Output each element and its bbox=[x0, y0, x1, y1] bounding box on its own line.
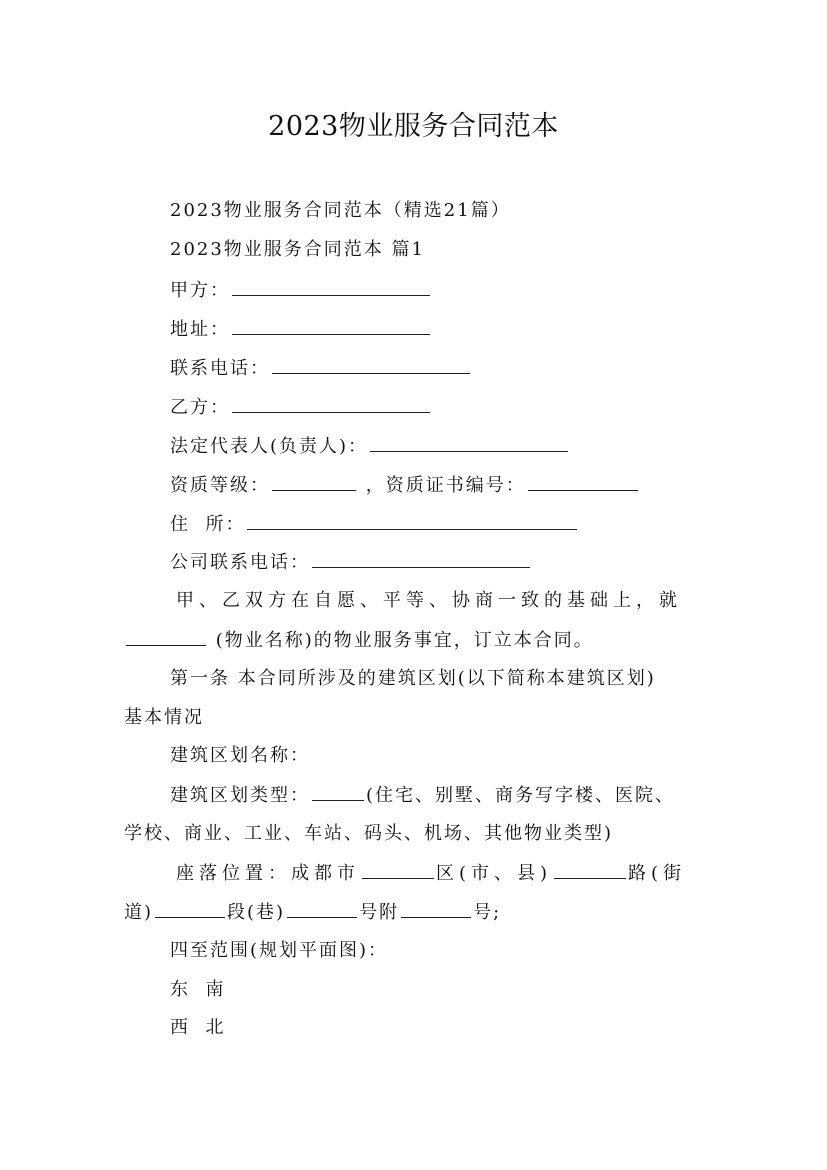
article1-line2: 基本情况 bbox=[124, 707, 204, 728]
number-attach: 号附 bbox=[359, 902, 400, 923]
location-road: 路(街 bbox=[628, 863, 687, 884]
road-blank bbox=[554, 862, 626, 879]
number-blank bbox=[287, 901, 357, 918]
party-b-label: 乙方： bbox=[170, 397, 230, 418]
district-blank bbox=[362, 862, 434, 879]
address-row bbox=[170, 318, 432, 341]
location-label: 座落位置：成都市 bbox=[176, 863, 360, 884]
address-blank bbox=[232, 318, 430, 335]
document-title: 2023物业服务合同范本 bbox=[268, 111, 559, 142]
legal-rep-label: 法定代表人(负责人)： bbox=[170, 436, 369, 457]
phone-blank bbox=[272, 357, 470, 374]
residence-row bbox=[170, 513, 579, 536]
west-north: 西 北 bbox=[170, 1017, 226, 1038]
article1-line1: 第一条 本合同所涉及的建筑区划(以下简称本建筑区划) bbox=[170, 668, 656, 689]
party-b-blank bbox=[232, 396, 430, 413]
zone-type-options: (住宅、别墅、商务写字楼、医院、 bbox=[366, 785, 676, 806]
zone-type-label: 建筑区划类型： bbox=[170, 785, 310, 806]
company-phone-label: 公司联系电话： bbox=[170, 552, 310, 573]
qual-level-label: 资质等级： bbox=[170, 475, 270, 496]
residence-blank bbox=[247, 513, 577, 530]
party-a-row bbox=[170, 279, 432, 302]
road-cont: 道) bbox=[124, 902, 154, 923]
party-a-blank bbox=[232, 279, 430, 296]
party-b-row bbox=[170, 396, 432, 419]
location-row bbox=[176, 862, 686, 885]
number-end: 号; bbox=[473, 902, 502, 923]
qual-cert-label: ，资质证书编号： bbox=[365, 475, 526, 496]
boundary-label: 四至范围(规划平面图)： bbox=[170, 940, 389, 961]
company-phone-blank bbox=[312, 551, 530, 568]
property-name-blank bbox=[126, 629, 206, 646]
zone-name: 建筑区划名称： bbox=[170, 745, 310, 766]
para1-line1: 甲、乙双方在自愿、平等、协商一致的基础上，就 bbox=[176, 590, 682, 611]
section-blank bbox=[155, 901, 225, 918]
road-row bbox=[124, 901, 501, 924]
legal-rep-row bbox=[170, 435, 570, 458]
zone-type-row bbox=[170, 784, 675, 807]
phone-label: 联系电话： bbox=[170, 358, 270, 379]
address-label: 地址： bbox=[170, 319, 230, 340]
company-phone-row bbox=[170, 551, 532, 574]
attach-blank bbox=[401, 901, 471, 918]
legal-rep-blank bbox=[370, 435, 568, 452]
residence-label: 住 所： bbox=[170, 514, 246, 535]
qual-level-blank bbox=[272, 474, 356, 491]
qualification-row bbox=[170, 474, 640, 497]
qual-cert-blank bbox=[528, 474, 638, 491]
location-district: 区(市、县) bbox=[436, 863, 553, 884]
zone-type-line2: 学校、商业、工业、车站、码头、机场、其他物业类型) bbox=[124, 823, 614, 844]
section-label: 段(巷) bbox=[227, 902, 286, 923]
subtitle: 2023物业服务合同范本（精选21篇） bbox=[170, 200, 511, 221]
chapter-heading: 2023物业服务合同范本 篇1 bbox=[170, 239, 425, 260]
para1-line2 bbox=[124, 629, 594, 652]
zone-type-blank bbox=[312, 784, 364, 801]
para1-line2-text: (物业名称)的物业服务事宜，订立本合同。 bbox=[215, 630, 594, 651]
east-south: 东 南 bbox=[170, 979, 226, 1000]
party-a-label: 甲方： bbox=[170, 280, 230, 301]
phone-row bbox=[170, 357, 472, 380]
